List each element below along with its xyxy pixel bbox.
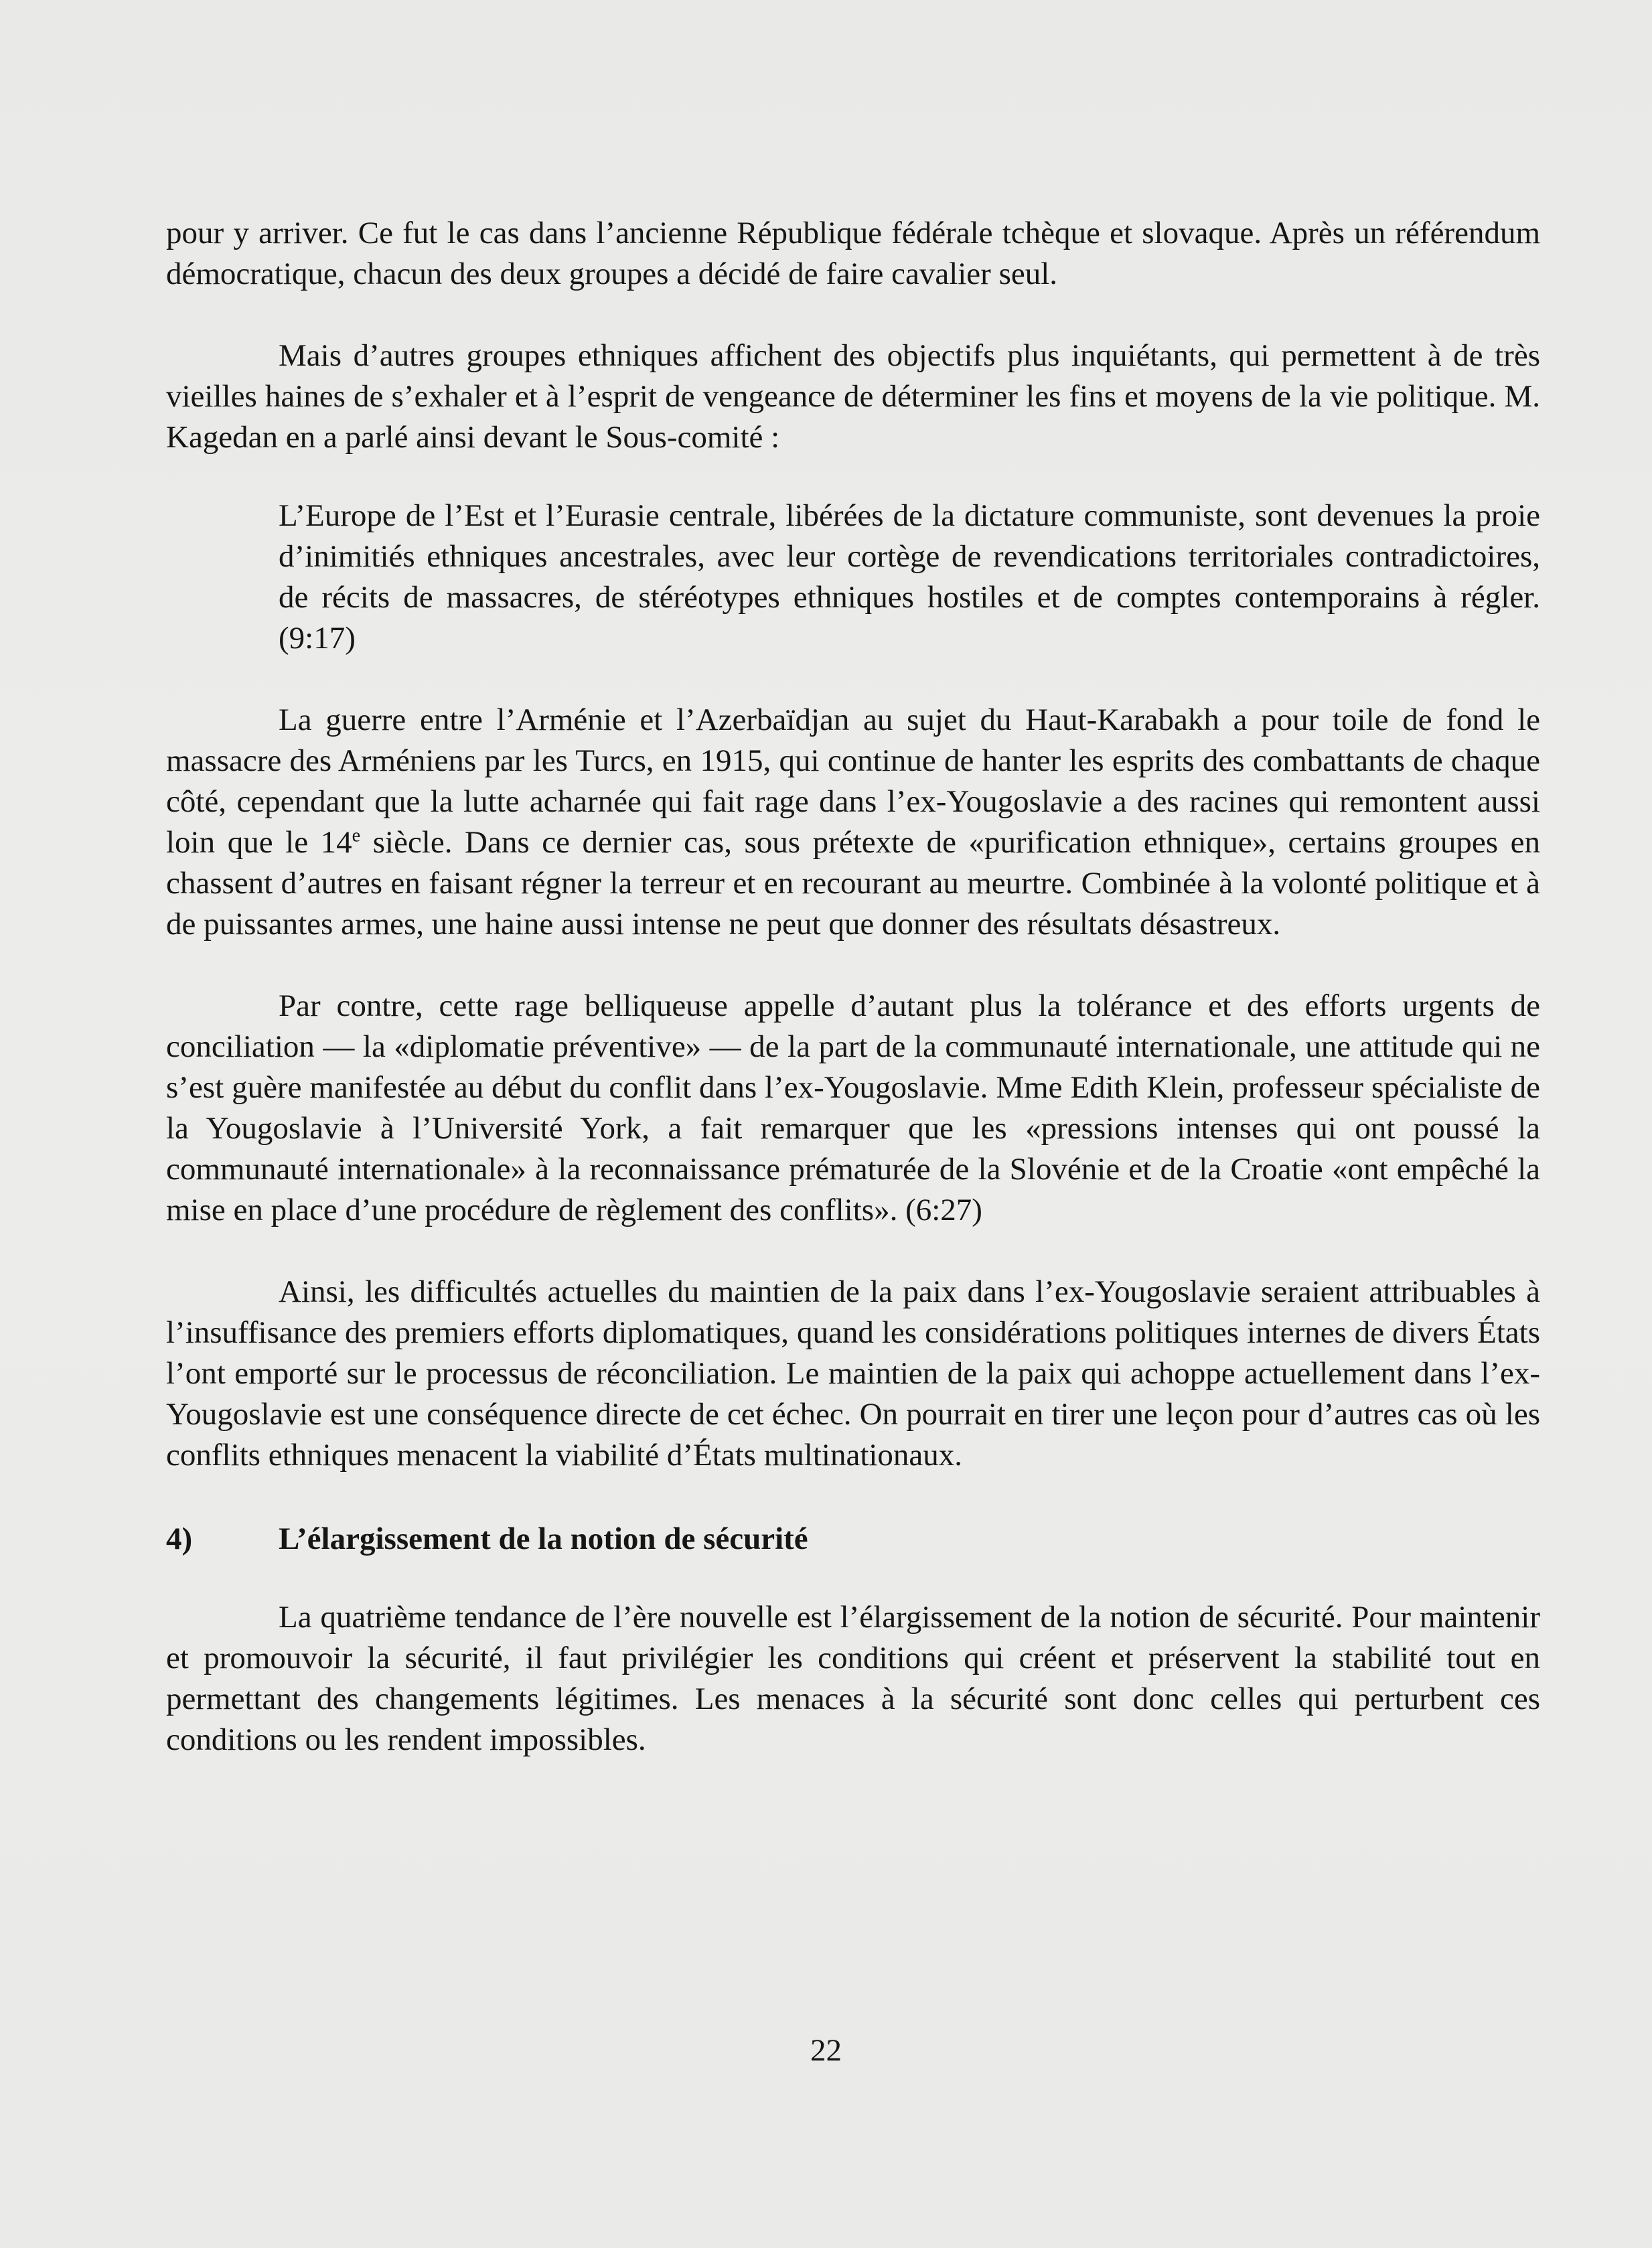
block-quote-kagedan: L’Europe de l’Est et l’Eurasie centrale, libérées de la dictature communiste, sont devenues la proie d’inimitiés ethniques ancestrales, avec leur cortège de revendications territoriales contradictoires, de récits de massacres, de stéréotypes ethniques hostiles et de comptes contemporains à régler. (9:17) — [279, 498, 1540, 656]
paragraph-preventive-diplomacy: Par contre, cette rage belliqueuse appelle d’autant plus la tolérance et des efforts urgents de conciliation — la «diplomatie préventive» — de la part de la communauté internationale, une attitude qui ne s’est guère manifestée au début du conflit dans l’ex-Yougoslavie. Mme Edith Klein, professeur spécialiste de la Yougoslavie à l’Université York, a fait remarquer que les «pressions intenses qui ont poussé la communauté internationale» à la reconnaissance prématurée de la Slovénie et de la Croatie «ont empêché la mise en place d’une procédure de règlement des conflits». (6:27) — [166, 988, 1540, 1227]
page-number: 22 — [810, 2033, 842, 2068]
paragraph-ethnic-groups: Mais d’autres groupes ethniques affichent des objectifs plus inquiétants, qui permettent à de très vieilles haines de s’exhaler et à l’esprit de vengeance de déterminer les fins et moyens de la vie politique. M. Kagedan en a parlé ainsi devant le Sous-comité : — [166, 338, 1540, 455]
section-number: 4) — [166, 1521, 193, 1556]
century-superscript: e — [352, 825, 361, 846]
page-body — [166, 213, 1540, 1760]
paragraph-continuation: pour y arriver. Ce fut le cas dans l’ancienne République fédérale tchèque et slovaque. Après un référendum démocratique, chacun des deux groupes a décidé de faire cavalier seul. — [166, 216, 1540, 291]
paragraph-peacekeeping: Ainsi, les difficultés actuelles du maintien de la paix dans l’ex-Yougoslavie seraient attribuables à l’insuffisance des premiers efforts diplomatiques, quand les considérations politiques internes de divers États l’ont emporté sur le processus de réconciliation. Le maintien de la paix qui achoppe actuellement dans l’ex-Yougoslavie est une conséquence directe de cet échec. On pourrait en tirer une leçon pour d’autres cas où les conflits ethniques menacent la viabilité d’États multinationaux. — [166, 1274, 1540, 1473]
section-title: L’élargissement de la notion de sécurité — [279, 1521, 808, 1556]
paragraph-armenia-azerbaijan — [166, 700, 1540, 945]
paragraph-text-part: siècle. Dans ce dernier cas, sous prétexte de «purification ethnique», certains groupes en chassent d’autres en faisant régner la terreur et en recourant au meurtre. Combinée à la volonté politique et à de puissantes armes, une haine aussi intense ne peut que donner des résultats désastreux. — [166, 825, 1540, 942]
section-heading — [166, 1519, 1540, 1560]
paragraph-security-notion: La quatrième tendance de l’ère nouvelle est l’élargissement de la notion de sécurité. Pour maintenir et promouvoir la sécurité, il faut privilégier les conditions qui créent et préservent la stabilité tout en permettant des changements légitimes. Les menaces à la sécurité sont donc celles qui perturbent ces conditions ou les rendent impossibles. — [166, 1600, 1540, 1757]
paragraph-text-part: La guerre entre l’Arménie et l’Azerbaïdjan au sujet du Haut-Karabakh a pour toile de fond le massacre des Arméniens par les Turcs, en 1915, qui continue de hanter les esprits des combattants de chaque côté, cependant que la lutte acharnée qui fait rage dans l’ex-Yougoslavie a des racines qui remontent aussi loin que le 14 — [166, 702, 1540, 860]
